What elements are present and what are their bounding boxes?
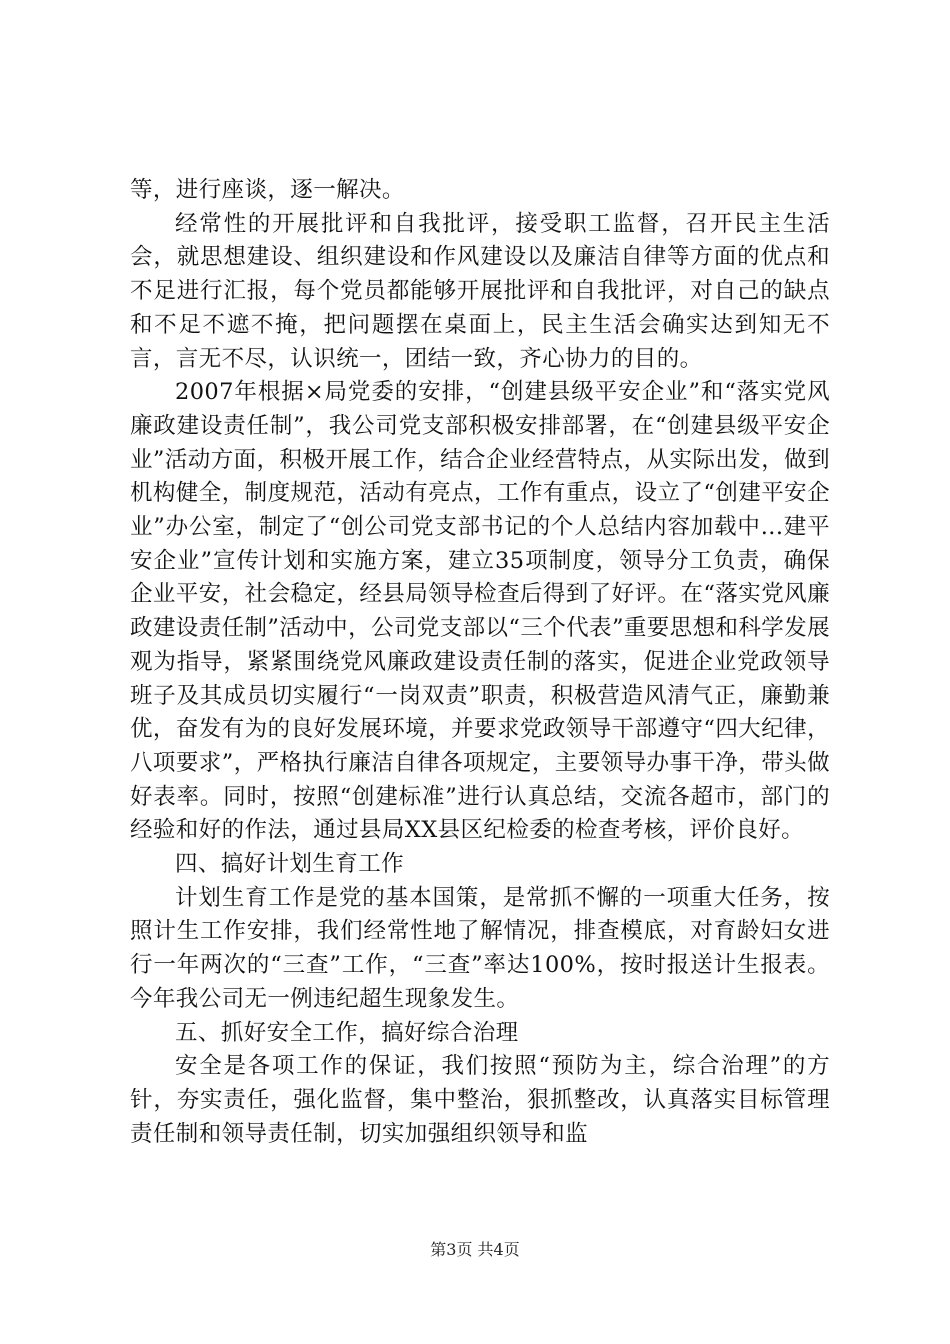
paragraph-criticism: 经常性的开展批评和自我批评，接受职工监督，召开民主生活会，就思想建设、组织建设和作风建设以及廉洁自律等方面的优点和不足进行汇报，每个党员都能够开展批评和自我批评，对自己的缺点和不足不遮不掩，把问题摆在桌面上，民主生活会确实达到知无不言，言无不尽，认识统一，团结一致，齐心协力的目的。 <box>130 210 830 372</box>
paragraph-safe-enterprise: 2007年根据×局党委的安排，“创建县级平安企业”和“落实党风廉政建设责任制”，我公司党支部积极安排部署，在“创建县级平安企业”活动方面，积极开展工作，结合企业经营特点，从实际出发，做到机构健全，制度规范，活动有亮点，工作有重点，设立了“创建平安企业”办公室，制定了“创公司党支部书记的个人总结内容加载中...建平安企业”宣传计划和实施方案，建立35项制度，领导分工负责，确保企业平安，社会稳定，经县局领导检查后得到了好评。在“落实党风廉政建设责任制”活动中，公司党支部以“三个代表”重要思想和科学发展观为指导，紧紧围绕党风廉政建设责任制的落实，促进企业党政领导班子及其成员切实履行“一岗双责”职责，积极营造风清气正，廉勤兼优，奋发有为的良好发展环境，并要求党政领导干部遵守“四大纪律，八项要求”，严格执行廉洁自律各项规定，主要领导办事干净，带头做好表率。同时，按照“创建标准”进行认真总结，交流各超市，部门的经验和好的作法，通过县局XX县区纪检委的检查考核，评价良好。 <box>130 379 830 844</box>
section-heading-safety: 五、抓好安全工作，搞好综合治理 <box>175 1019 519 1046</box>
paragraph-continuation: 等，进行座谈，逐一解决。 <box>130 177 405 203</box>
paragraph-family-planning: 计划生育工作是党的基本国策，是常抓不懈的一项重大任务，按照计生工作安排，我们经常性地了解情况，排查模底，对育龄妇女进行一年两次的“三查”工作，“三查”率达100%，按时报送计生报表。今年我公司无一例违纪超生现象发生。 <box>130 884 830 1012</box>
section-heading-family-planning: 四、搞好计划生育工作 <box>175 851 405 878</box>
paragraph-safety: 安全是各项工作的保证，我们按照“预防为主，综合治理”的方针，夯实责任，强化监督，集中整治，狠抓整改，认真落实目标管理责任制和领导责任制，切实加强组织领导和监 <box>130 1053 830 1147</box>
document-body <box>130 174 830 1151</box>
page-footer <box>0 1240 950 1260</box>
page-number-label: 第3页 共4页 <box>430 1240 520 1259</box>
